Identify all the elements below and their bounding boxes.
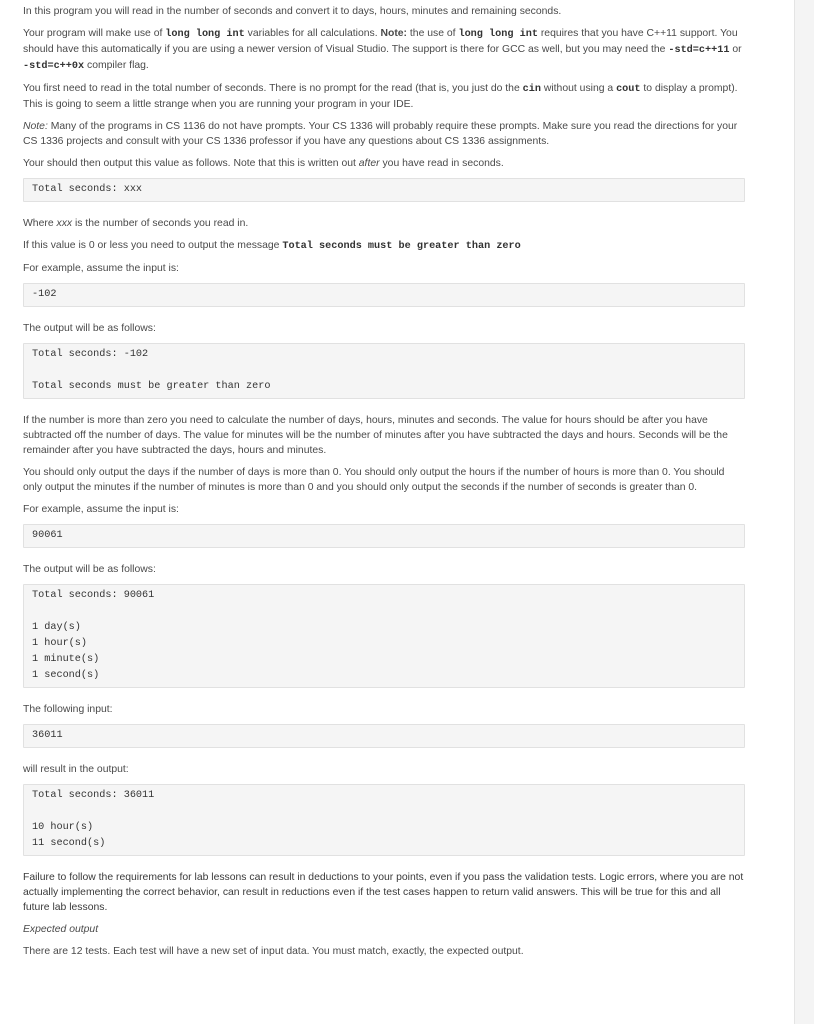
code-line: Total seconds must be greater than zero — [32, 381, 271, 392]
prompts-note-paragraph: Note: Many of the programs in CS 1136 do not have prompts. Your CS 1336 will probably require these prompts. Make sure you read the directions for your CS 1336 projects and consult with your CS 1336 professor if you have any questions about CS 1336 assignments. — [23, 121, 738, 147]
input-example-1: -102 — [23, 283, 745, 307]
long-long-int-paragraph: Your program will make use of long long int variables for all calculations. Note: the use of long long int requires that you have C++11 support. You should have this automatically if you are using a newer version of Visual Studio. The support is there for GCC as well, but you may need the -std=c++11 or -std=c++0x compiler flag. — [23, 28, 742, 72]
code-line: 1 minute(s) — [32, 654, 100, 665]
expected-output-heading: Expected output — [23, 924, 99, 935]
input-example-2: 90061 — [23, 524, 745, 548]
total-seconds-code: Total seconds: xxx — [23, 178, 745, 202]
code-line: Total seconds: 36011 — [32, 790, 155, 801]
code-line: 1 day(s) — [32, 622, 81, 633]
code-line: 11 second(s) — [32, 838, 106, 849]
intro-paragraph: In this program you will read in the number of seconds and convert it to days, hours, minutes and remaining seconds. — [23, 6, 562, 17]
output-format-paragraph: Your should then output this value as follows. Note that this is written out after you have read in seconds. — [23, 158, 504, 169]
code-line: 10 hour(s) — [32, 822, 94, 833]
xxx-explanation: Where xxx is the number of seconds you read in. — [23, 218, 249, 229]
output-example-1 — [23, 343, 745, 399]
output-conditions-paragraph: You should only output the days if the number of days is more than 0. You should only output the hours if the number of hours is more than 0. You should only output the minutes if the number of minutes is more than 0 and you should only output the seconds if the number of seconds is greater than 0. — [23, 467, 725, 493]
tests-paragraph: There are 12 tests. Each test will have a new set of input data. You must match, exactly, the expected output. — [23, 946, 524, 957]
lab-instructions — [23, 0, 745, 966]
zero-or-less-paragraph: If this value is 0 or less you need to output the message Total seconds must be greater than zero — [23, 240, 521, 252]
output-example-2 — [23, 584, 745, 688]
example-intro-2: For example, assume the input is: — [23, 504, 179, 515]
requirements-warning: Failure to follow the requirements for lab lessons can result in deductions to your points, even if you pass the validation tests. Logic errors, where you are not actually implementing the correct behavior, can result in reductions even if the test cases happen to return valid answers. This will be true for this and all future lab lessons. — [23, 872, 744, 913]
output-intro-1: The output will be as follows: — [23, 323, 156, 334]
output-intro-3: will result in the output: — [23, 764, 129, 775]
right-sidebar — [794, 0, 814, 1024]
input-example-3: 36011 — [23, 724, 745, 748]
example-intro-3: The following input: — [23, 704, 113, 715]
calculation-paragraph: If the number is more than zero you need to calculate the number of days, hours, minutes and seconds. The value for hours should be after you have subtracted off the number of days. The value for minutes will be the number of minutes after you have subtracted the days and hours. Seconds will be the remainder after you have subtracted the days, hours and minutes. — [23, 415, 728, 456]
code-line: Total seconds: 90061 — [32, 590, 155, 601]
output-intro-2: The output will be as follows: — [23, 564, 156, 575]
read-input-paragraph: You first need to read in the total number of seconds. There is no prompt for the read (that is, you just do the cin without using a cout to display a prompt). This is going to seem a little strange when you are running your program in your IDE. — [23, 83, 738, 110]
output-example-3 — [23, 784, 745, 856]
code-line: Total seconds: -102 — [32, 349, 149, 360]
code-line: 1 hour(s) — [32, 638, 88, 649]
code-line: 1 second(s) — [32, 670, 100, 681]
example-intro-1: For example, assume the input is: — [23, 263, 179, 274]
